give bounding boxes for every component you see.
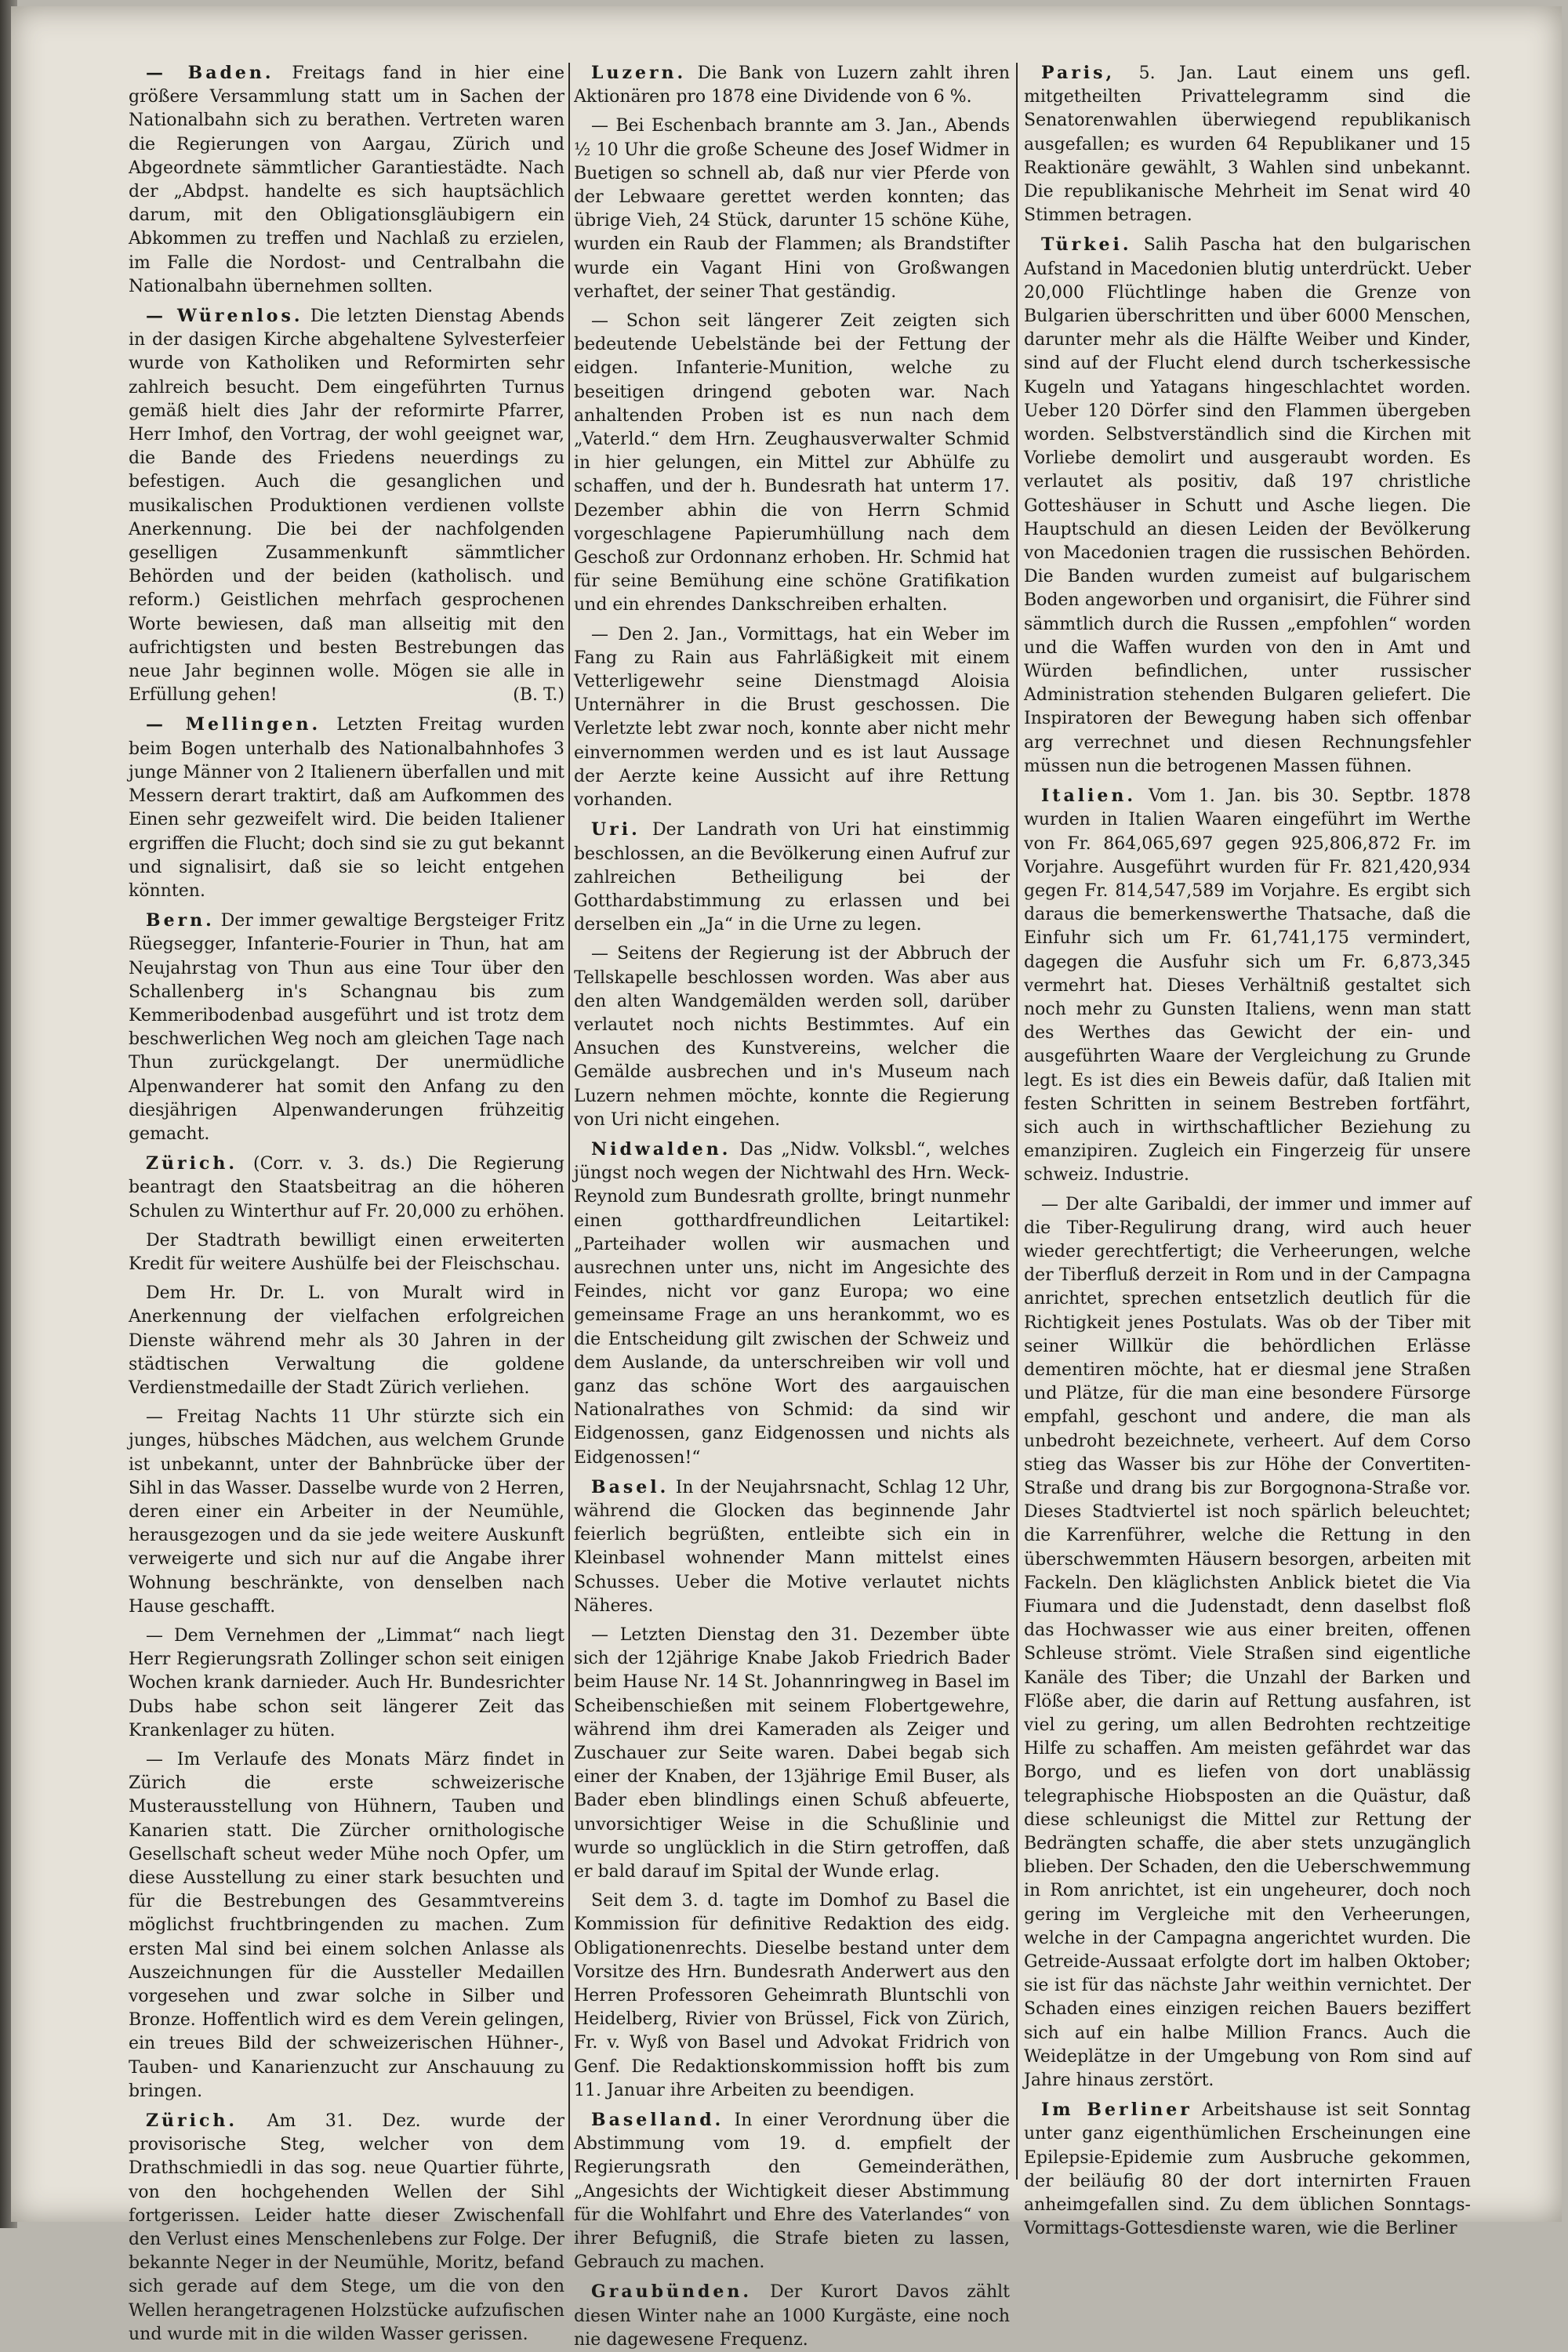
newspaper-page	[11, 6, 1562, 2350]
article-text: 5. Jan. Laut einem uns gefl. mitgetheilten Privattelegramm sind die Senatorenwahlen überwiegend republikanisch ausgefallen; es wurden 64 Republikaner und 15 Reaktionäre gewählt, 3 Wahlen sind unbekannt. Die republikanische Mehrheit im Senat wird 40 Stimmen betragen.	[1024, 64, 1472, 226]
article-text: In der Neujahrsnacht, Schlag 12 Uhr, während die Glocken das beginnende Jahr feierlich begrüßten, entleibte sich ein in Kleinbasel wohnender Mann mittelst eines Schusses. Ueber die Motive verlautet nichts Näheres.	[574, 1477, 1010, 1616]
article-paragraph	[129, 2109, 564, 2347]
article-text: (Corr. v. 3. ds.) Die Regierung beantragt den Staatsbeitrag an die höheren Schulen zu Winterthur auf Fr. 20,000 zu erhöhen.	[129, 1154, 565, 1221]
article-paragraph	[1024, 784, 1471, 1187]
article-text: Am 31. Dez. wurde der provisorische Steg, welcher von dem Drathschmiedli in das sog. neue Quartier führte, von den hochgehenden Wellen der Sihl fortgerissen. Leider hatte dieser Zwischenfall den Verlust eines Menschenlebens zur Folge. Der bekannte Neger in der Neumühle, Moritz, befand sich gerade auf dem Stege, um die von den Wellen herangetragenen Holzstücke aufzufischen und wurde mit in die wilden Wasser gerissen.	[129, 2111, 564, 2344]
article-text: Salih Pascha hat den bulgarischen Aufstand in Macedonien blutig unterdrückt. Ueber 20,000 Flüchtlinge haben die Grenze von Bulgarien überschritten und über 6000 Menschen, darunter mehr als die Hälfte Weiber und Kinder, sind auf der Flucht elend durch tscherkessische Kugeln und Yatagans hingeschlachtet worden. Ueber 120 Dörfer sind den Flammen übergeben worden. Selbstverständlich sind die Kirchen mit Vorliebe demolirt und ausgeraubt worden. Es verlautet als positiv, daß 197 christliche Gotteshäuser in Schutt und Asche liegen. Die Hauptschuld an diesen Leiden der Bevölkerung von Macedonien tragen die russischen Behörden. Die Banden wurden zumeist auf bulgarischem Boden angeworben und organisirt, die Führer sind sämmtlich durch die Russen „empfohlen“ worden und die Waffen wurden von den in Amt und Würden befindlichen, unter russischer Administration stehenden Bulgaren geliefert. Die Inspiratoren der Bewegung haben sich offenbar arg verrechnet und diesen Rechnungsfehler müssen nun die betrogenen Massen fühnen.	[1024, 235, 1472, 776]
article-text: Dem Hr. Dr. L. von Muralt wird in Anerkennung der vielfachen erfolgreichen Dienste während mehr als 30 Jahren in der städtischen Verwaltung die goldene Verdienstmedaille der Stadt Zürich verliehen.	[129, 1283, 564, 1398]
article-dateline: Luzern.	[591, 63, 687, 83]
article-text: Der Kurort Davos zählt diesen Winter nahe an 1000 Kurgäste, eine noch nie dagewesene Frequenz.	[574, 2282, 1010, 2350]
article-paragraph	[574, 623, 1010, 813]
article-paragraph	[129, 1152, 564, 1224]
column-rule	[1016, 63, 1018, 2180]
article-dateline: Bern.	[146, 910, 215, 931]
article-paragraph	[574, 61, 1010, 109]
article-paragraph	[129, 1748, 564, 2103]
article-paragraph	[574, 1138, 1010, 1470]
article-dateline: Zürich.	[146, 1153, 238, 1174]
article-text: Das „Nidw. Volksbl.“, welches jüngst noch wegen der Nichtwahl des Hrn. Weck-Reynold zum Bundesrath grollte, bringt nunmehr einen gotthardfreundlichen Leitartikel: „Parteihader wollen wir ausmachen und ausrechnen unter uns, nicht im Angesichte des Feindes, nicht vor ganz Europa; wo eine gemeinsame Frage an uns herankommt, wo es die Entscheidung gilt zwischen der Schweiz und dem Auslande, da unterschreiben wir voll und ganz das schöne Wort des aargauischen Nationalrathes von Schmid: da sind wir Eidgenossen, ganz Eidgenossen und nichts als Eidgenossen!“	[574, 1139, 1010, 1468]
article-dateline: Paris,	[1041, 63, 1116, 83]
article-paragraph	[574, 1624, 1010, 1884]
column-rule	[568, 63, 570, 2180]
column-1	[129, 61, 565, 2344]
column-3	[1024, 61, 1472, 2239]
article-text: — Schon seit längerer Zeit zeigten sich bedeutende Uebelstände bei der Fettung der eidgen. Infanterie-Munition, welche zu beseitigen dringend geboten war. Nach anhaltenden Proben ist es nun nach dem „Vaterld.“ dem Hrn. Zeughausverwalter Schmid in hier gelungen, ein Mittel zur Abhülfe zu schaffen, und der h. Bundesrath hat unterm 17. Dezember abhin die von Herrn Schmid vorgeschlagene Papierumhüllung nach dem Geschoß zur Ordonnanz erhoben. Hr. Schmid hat für seine Bemühung eine schöne Gratifikation und ein ehrendes Dankschreiben erhalten.	[574, 311, 1010, 615]
article-paragraph	[574, 2108, 1010, 2274]
article-dateline: Italien.	[1041, 786, 1137, 807]
article-dateline: Im Berliner	[1041, 2100, 1192, 2121]
article-dateline: Uri.	[591, 819, 641, 840]
article-text: Der Landrath von Uri hat einstimmig beschlossen, an die Bevölkerung einen Aufruf zur zahlreichen Betheiligung bei der Gotthardabstimmung zu erlassen und bei derselben ein „Ja“ in die Urne zu legen.	[574, 820, 1010, 935]
article-text: — Seitens der Regierung ist der Abbruch der Tellskapelle beschlossen worden. Was aber aus den alten Wandgemälden werden soll, darüber verlautet noch nichts Bestimmtes. Auf ein Ansuchen des Kunstvereins, welcher die Gemälde ausbrechen und in's Museum nach Luzern nehmen möchte, konnte die Regierung von Uri nicht eingehen.	[574, 944, 1010, 1130]
article-dateline: — Baden.	[146, 63, 274, 83]
article-text: Letzten Freitag wurden beim Bogen unterhalb des Nationalbahnhofes 3 junge Männer von 2 Italienern überfallen und mit Messern derart traktirt, daß am Aufkommen des Einen sehr gezweifelt wird. Die beiden Italiener ergriffen die Flucht; doch sind sie zu gut bekannt und signalisirt, daß sie so leicht entgehen könnten.	[129, 715, 564, 901]
article-dateline: Türkei.	[1041, 234, 1132, 256]
article-text: Seit dem 3. d. tagte im Domhof zu Basel die Kommission für definitive Redaktion des eidg. Obligationenrechts. Dieselbe bestand unter dem Vorsitze des Hrn. Bundesrath Anderwert aus den Herren Professoren Geheimrath Bluntschli von Heidelberg, Rivier von Brüssel, Fick von Zürich, Fr. v. Wyß von Basel und Advokat Fridrich von Genf. Die Redaktionskommission hofft bis zum 11. Januar ihre Arbeiten zu beendigen.	[574, 1891, 1010, 2100]
article-paragraph	[574, 942, 1010, 1132]
article-text: Die letzten Dienstag Abends in der dasigen Kirche abgehaltene Sylvesterfeier wurde von Katholiken und Reformirten sehr zahlreich besucht. Dem eingeführten Turnus gemäß hielt dies Jahr der reformirte Pfarrer, Herr Imhof, den Vortrag, der wohl geeignet war, die Bande des Friedens neuerdings zu befestigen. Auch die gesanglichen und musikalischen Produktionen verdienen vollste Anerkennung. Die bei der nachfolgenden geselligen Zusammenkunft sämmtlicher Behörden und der beiden (katholisch. und reform.) Geistlichen mehrfach gesprochenen Worte bewiesen, daß man allseitig mit den aufrichtigsten und besten Bestrebungen das neue Jahr beginnen wolle. Mögen sie alle in Erfüllung gehen!	[129, 307, 565, 706]
article-paragraph	[1024, 61, 1471, 227]
article-text: Der Stadtrath bewilligt einen erweiterten Kredit für weitere Aushülfe bei der Fleischschau.	[129, 1230, 564, 1274]
article-text: — Der alte Garibaldi, der immer und immer auf die Tiber-Regulirung drang, wird auch heuer wieder gerechtfertigt; die Verheerungen, welche der Tiberfluß derzeit in Rom und in der Campagna anrichtet, sprechen entsetzlich deutlich für die Richtigkeit jenes Postulats. Was ob der Tiber mit seiner Willkür die behördlichen Erlässe dementiren möchte, hat er diesmal jene Straßen und Plätze, für die man eine besondere Fürsorge empfahl, geschont und andere, die man als unbedroht bezeichnete, verheert. Auf dem Corso stieg das Wasser bis zur Höhe der Convertiten-Straße und drang bis zur Borgognona-Straße vor. Dieses Stadtviertel ist noch spärlich beleuchtet; die Karrenführer, welche die Rettung in den überschwemmten Häusern besorgen, arbeiten mit Fackeln. Den kläglichsten Anblick bietet die Via Fiumara und die Judenstadt, denn daselbst floß das Hochwasser wie aus einer breiten, offenen Schleuse strömt. Viele Straßen sind eigentliche Kanäle des Tiber; die Unzahl der Barken und Flöße aber, die darin auf Rettung ausfahren, ist viel zu gering, um allen Bedrohten rechtzeitige Hilfe zu schaffen. Am meisten gefährdet war das Borgo, und es liefen von dort unablässig telegraphische Hiobsposten an die Quästur, daß diese schleunigst die Mittel zur Rettung der Bedrängten schaffe, die aber stets unzugänglich blieben. Der Schaden, den die Ueberschwemmung in Rom anrichtet, ist ein ungeheurer, doch noch gering im Vergleiche mit den Verheerungen, welche in der Campagna angerichtet wurden. Die Getreide-Aussaat erfolgte dort im halben Oktober; sie ist für das nächste Jahr weithin vernichtet. Der Schaden eines einzigen reichen Bauers beziffert sich auf ein halbe Million Francs. Auch die Weideplätze in der Umgebung von Rom sind auf Jahre hinaus zerstört.	[1024, 1194, 1471, 2091]
article-text: Freitags fand in hier eine größere Versammlung statt um in Sachen der Nationalbahn sich zu berathen. Vertreten waren die Regierungen von Aargau, Zürich und Abgeordnete sämmtlicher Garantiestädte. Nach der „Abdpst. handelte es sich hauptsächlich darum, mit den Obligationsgläubigern ein Abkommen zu treffen und Nachlaß zu erzielen, im Falle die Nordost- und Centralbahn die Nationalbahn übernehmen sollten.	[129, 64, 565, 296]
article-paragraph	[574, 310, 1010, 618]
article-paragraph	[129, 713, 564, 903]
article-paragraph	[129, 1406, 564, 1619]
article-text: Arbeitshause ist seit Sonntag unter ganz eigenthümlichen Erscheinungen eine Epilepsie-Epidemie zum Ausbruche gekommen, der beiläufig 80 der dort internirten Frauen anheimgefallen sind. Zu dem üblichen Sonntags-Vormittags-Gottesdienste waren, wie die Berliner	[1024, 2100, 1471, 2239]
article-text: Die Bank von Luzern zahlt ihren Aktionären pro 1878 eine Dividende von 6 %.	[574, 64, 1010, 107]
article-text: — Bei Eschenbach brannte am 3. Jan., Abends ½ 10 Uhr die große Scheune des Josef Widmer in Buetigen so schnell ab, daß nur vier Pferde von der Lebwaare gerettet werden konnten; das übrige Vieh, 24 Stück, darunter 15 schöne Kühe, wurden ein Raub der Flammen; als Brandstifter wurde ein Vagant Hini von Großwangen verhaftet, der seiner That geständig.	[574, 116, 1010, 302]
article-dateline: — Würenlos.	[146, 306, 303, 327]
article-paragraph	[1024, 233, 1471, 779]
article-source: (B. T.)	[513, 685, 564, 706]
article-dateline: Nidwalden.	[591, 1138, 731, 1160]
article-text: — Dem Vernehmen der „Limmat“ nach liegt Herr Regierungsrath Zollinger schon seit einigen Wochen krank darnieder. Auch Hr. Bundesrichter Dubs habe schon seit längerer Zeit das Krankenlager zu hüten.	[129, 1626, 564, 1740]
article-text: — Den 2. Jan., Vormittags, hat ein Weber im Fang zu Rain aus Fahrläßigkeit mit einem Vetterligewehr seine Dienstmagd Aloisia Unternährer in die Brust geschossen. Die Verletzte lebt zwar noch, konnte aber nicht mehr einvernommen werden und es ist laut Aussage der Aerzte keine Aussicht auf ihre Rettung vorhanden.	[574, 624, 1010, 811]
article-paragraph	[574, 1889, 1010, 2103]
article-paragraph	[1024, 1193, 1471, 2093]
column-2	[574, 61, 1011, 2350]
article-paragraph	[129, 1282, 564, 1400]
article-text: Der immer gewaltige Bergsteiger Fritz Rüegsegger, Infanterie-Fourier in Thun, hat am Neujahrstag von Thun aus eine Tour über den Schallenberg in's Schangnau bis zum Kemmeribodenbad ausgeführt und ist trotz dem beschwerlichen Weg noch am gleichen Tage nach Thun zurückgelangt. Der unermüdliche Alpenwanderer hat somit den Anfang zu den diesjährigen Alpenwanderungen frühzeitig gemacht.	[129, 911, 564, 1144]
article-dateline: Zürich.	[146, 2111, 238, 2132]
article-text: — Letzten Dienstag den 31. Dezember übte sich der 12jährige Knabe Jakob Friedrich Bader beim Hause Nr. 14 St. Johannringweg in Basel im Scheibenschießen mit seinem Flobertgewehre, während ihm drei Kameraden als Zeiger und Zuschauer zur Seite waren. Dabei begab sich einer der Knaben, der 13jährige Emil Buser, als Bader eben blindlings einen Schuß abfeuerte, unvorsichtiger Weise in die Schußlinie und wurde so unglücklich in die Stirn getroffen, daß er bald darauf im Spital der Wunde erlag.	[574, 1625, 1010, 1882]
article-paragraph	[129, 304, 564, 707]
article-paragraph	[129, 1624, 564, 1743]
article-dateline: — Mellingen.	[146, 714, 321, 735]
article-text: In einer Verordnung über die Abstimmung vom 19. d. empfielt der Regierungsrath den Gemeinderäthen, „Angesichts der Wichtigkeit dieser Abstimmung für die Wohlfahrt und Ehre des Vaterlandes“ von ihrer Befugniß, die Strafe bieten zu lassen, Gebrauch zu machen.	[574, 2111, 1011, 2273]
article-paragraph	[574, 2280, 1010, 2352]
article-paragraph	[129, 61, 564, 299]
article-dateline: Basel.	[591, 1476, 670, 1497]
article-paragraph	[574, 114, 1010, 304]
article-dateline: Baselland.	[591, 2110, 724, 2131]
article-text: — Freitag Nachts 11 Uhr stürzte sich ein junges, hübsches Mädchen, aus welchem Grunde ist unbekannt, unter der Bahnbrücke über der Sihl in das Wasser. Dasselbe wurde von 2 Herren, deren einer ein Arbeiter in der Neumühle, herausgezogen und da sie jede weitere Auskunft verweigerte und sich nur auf die Angabe ihrer Wohnung beschränkte, von denselben nach Hause geschafft.	[129, 1407, 564, 1617]
article-paragraph	[574, 1475, 1010, 1618]
article-paragraph	[574, 818, 1010, 937]
article-paragraph	[129, 1229, 564, 1276]
article-text: — Im Verlaufe des Monats März findet in Zürich die erste schweizerische Musterausstellung von Hühnern, Tauben und Kanarien statt. Die Zürcher ornithologische Gesellschaft scheut weder Mühe noch Opfer, um diese Ausstellung zu einer stark besuchten und für die Bestrebungen des Gesammtvereins möglichst fruchtbringenden zu machen. Zum ersten Mal sind bei einem solchen Anlasse als Auszeichnungen für die Aussteller Medaillen vorgesehen und zwar solche in Silber und Bronze. Hoffentlich wird es dem Verein gelingen, ein treues Bild der schweizerischen Hühner-, Tauben- und Kanarienzucht zur Anschauung zu bringen.	[129, 1750, 564, 2101]
article-paragraph	[1024, 2098, 1471, 2241]
article-paragraph	[129, 909, 564, 1146]
article-text: Vom 1. Jan. bis 30. Septbr. 1878 wurden in Italien Waaren eingeführt im Werthe von Fr. 864,065,697 gegen 925,806,872 Fr. im Vorjahre. Ausgeführt wurden für Fr. 821,420,934 gegen Fr. 814,547,589 im Vorjahre. Es ergibt sich daraus die bemerkenswerthe Thatsache, daß die Einfuhr sich um Fr. 61,741,175 vermindert, dagegen die Ausfuhr sich um Fr. 6,873,345 vermehrt hat. Dieses Verhältniß gestaltet sich noch mehr zu Gunsten Italiens, wenn man statt des Werthes das Gewicht der ein- und ausgeführten Waare der Vergleichung zu Grunde legt. Es ist dies ein Beweis dafür, daß Italien mit festen Schritten in seinem Bestreben fortfährt, sich auch in wirthschaftlicher Beziehung zu emanzipiren. Zugleich ein Fingerzeig für unsere schweiz. Industrie.	[1024, 786, 1471, 1185]
article-dateline: Graubünden.	[591, 2281, 753, 2303]
